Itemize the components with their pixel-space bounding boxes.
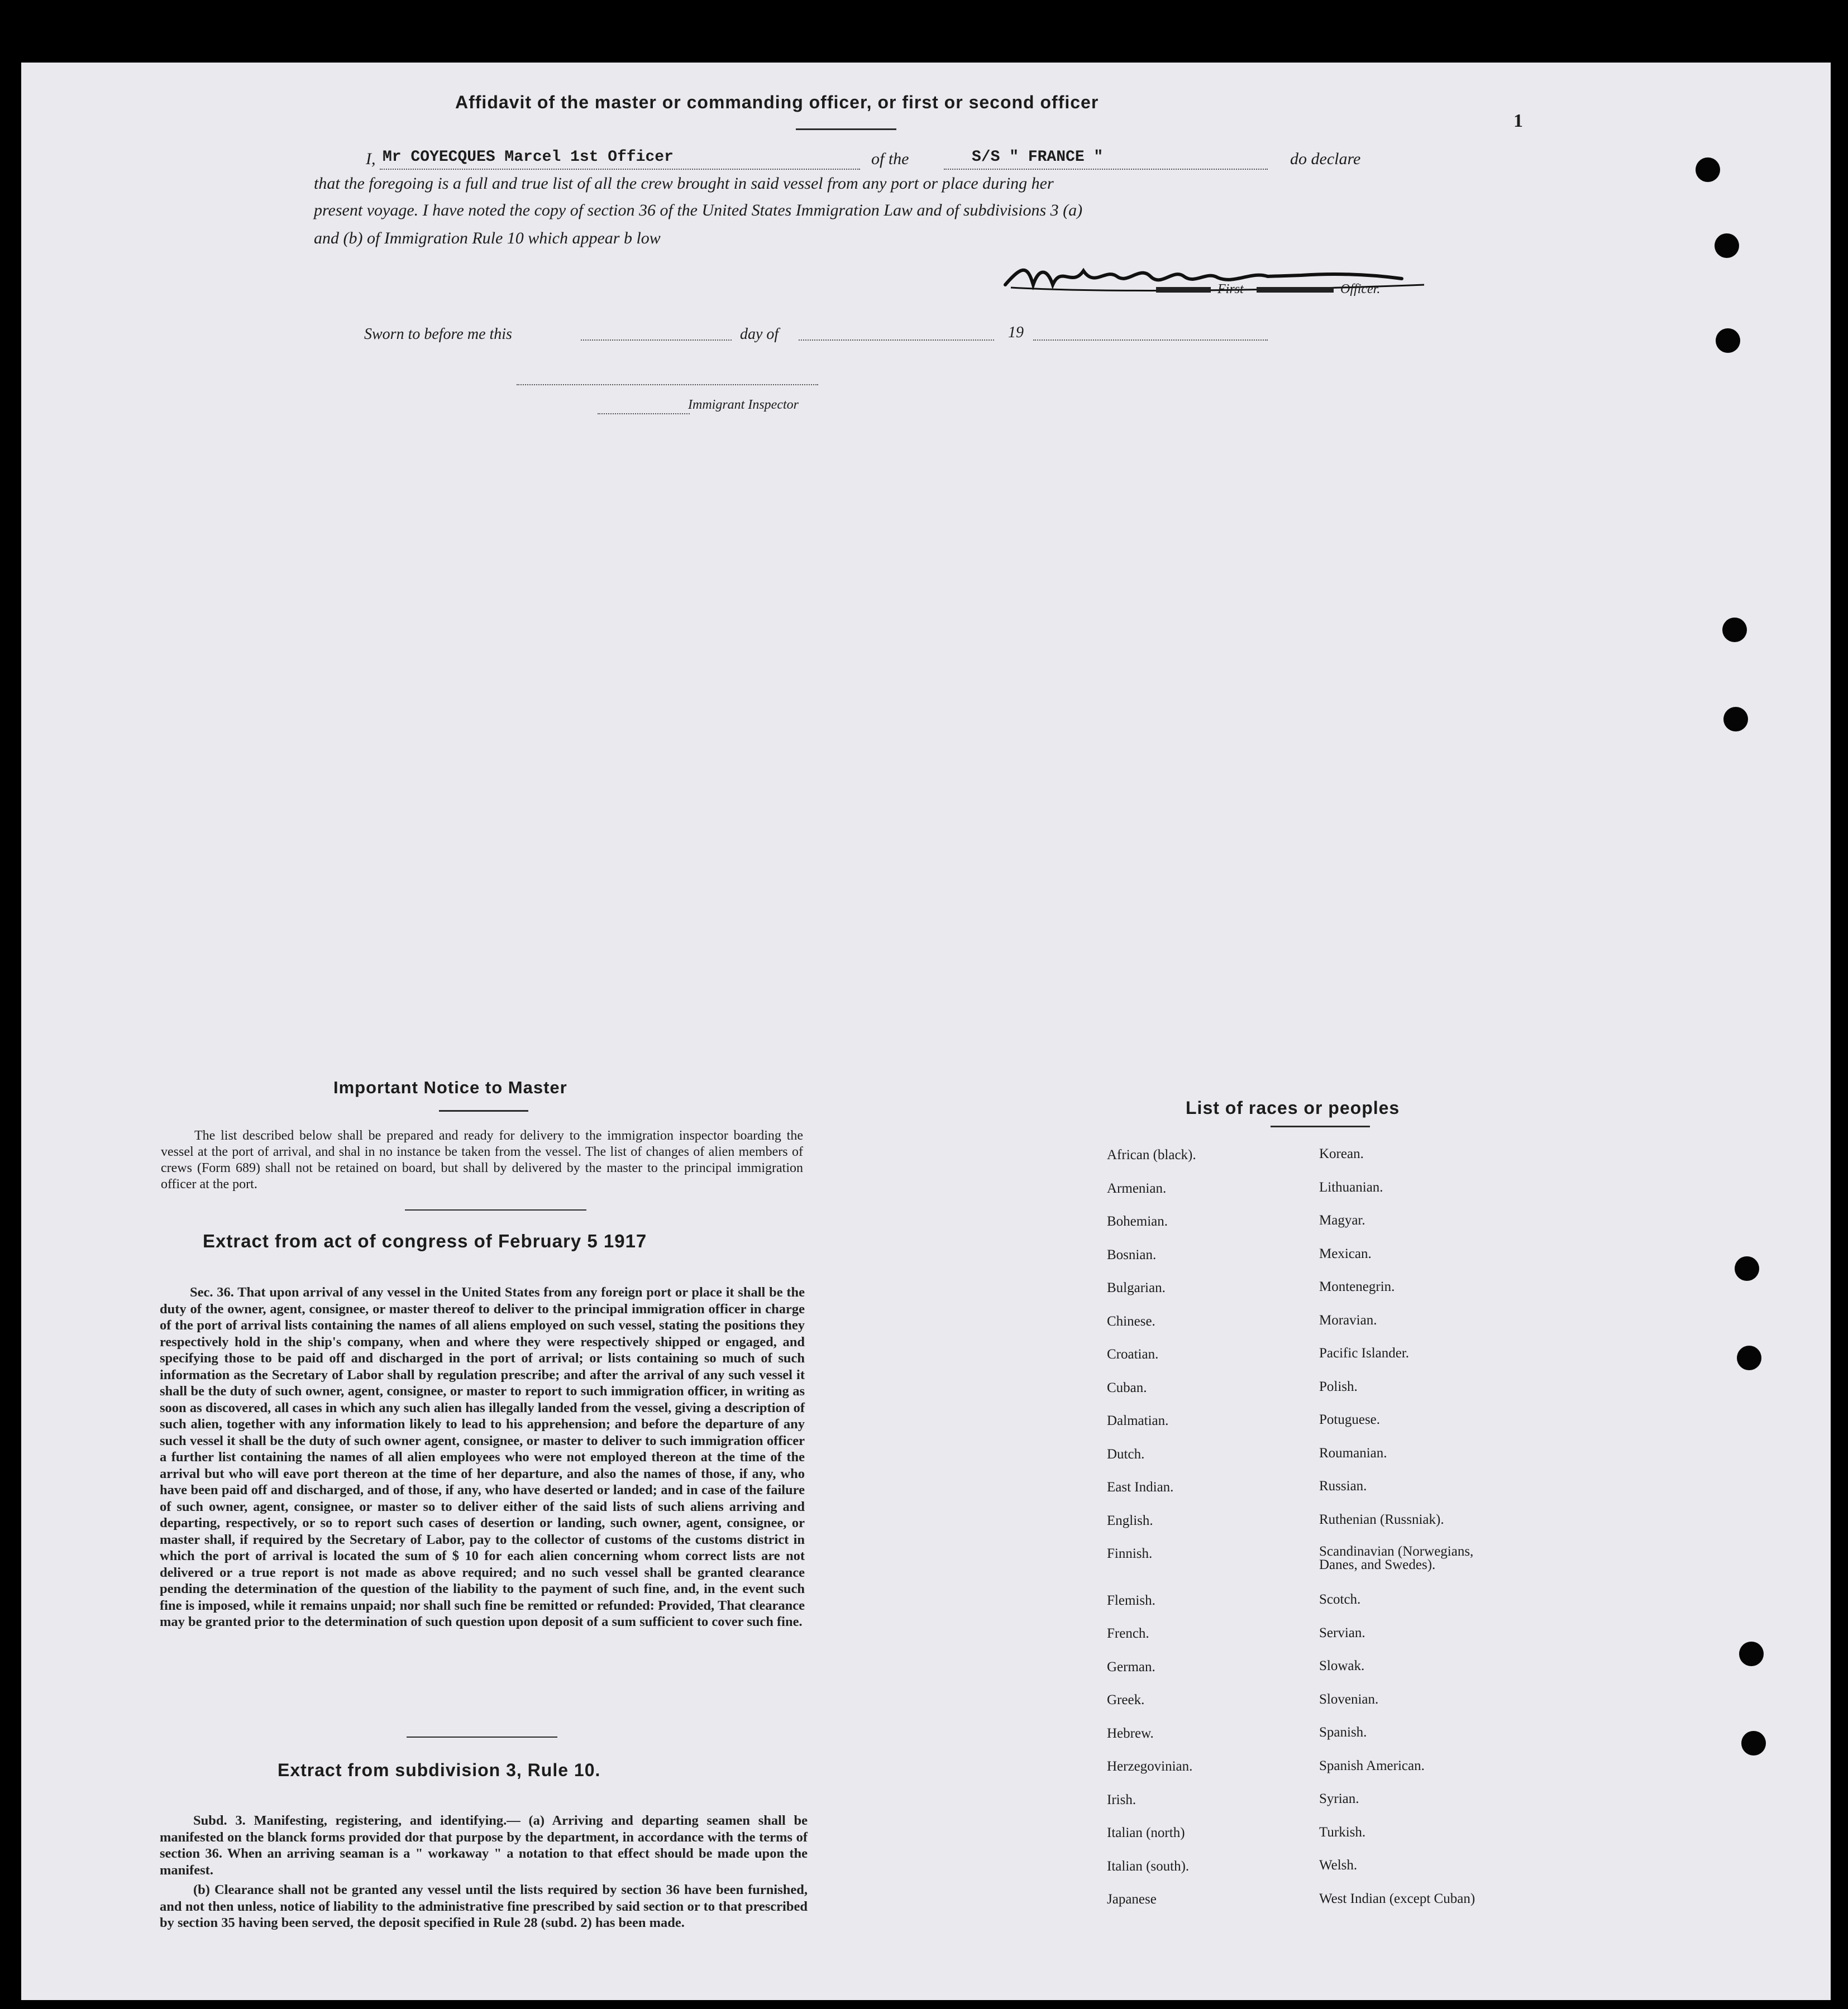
punch-hole bbox=[1723, 707, 1748, 731]
punch-hole bbox=[1696, 157, 1720, 182]
vessel-line bbox=[944, 169, 1268, 170]
race-item-left: Irish. bbox=[1107, 1792, 1137, 1807]
immigrant-inspector-label: Immigrant Inspector bbox=[688, 398, 799, 412]
race-item-left: African (black). bbox=[1107, 1147, 1196, 1163]
document-page bbox=[21, 63, 1831, 2000]
race-item-right: Spanish. bbox=[1319, 1725, 1367, 1740]
rule-paragraph-b: (b) Clearance shall not be granted any vessel until the lists required by section 36 have been furnished, and not then unless, notice of liability to the administrative fine prescribed by said section or to that prescribed by section 35 having been served, the deposit specified in Rule 28 (subd. 2) has been made. bbox=[160, 1882, 808, 1930]
race-item-left: Bosnian. bbox=[1107, 1247, 1157, 1262]
race-item-right: Servian. bbox=[1319, 1625, 1365, 1640]
race-item-right: Pacific Islander. bbox=[1319, 1346, 1410, 1361]
officer-first-label: First bbox=[1217, 282, 1244, 296]
race-item-right: Moravian. bbox=[1319, 1312, 1377, 1328]
race-item-right: Roumanian. bbox=[1319, 1445, 1387, 1461]
act-divider bbox=[407, 1737, 557, 1738]
punch-hole bbox=[1741, 1731, 1766, 1756]
year-line bbox=[1033, 339, 1268, 341]
race-item-left: Japanese bbox=[1107, 1892, 1157, 1907]
punch-hole bbox=[1722, 618, 1747, 642]
rule-extract-title: Extract from subdivision 3, Rule 10. bbox=[278, 1760, 601, 1780]
race-item-right: Turkish. bbox=[1319, 1824, 1366, 1840]
race-item-left: Dalmatian. bbox=[1107, 1413, 1169, 1428]
inspector-line bbox=[598, 413, 690, 414]
race-item-left: East Indian. bbox=[1107, 1480, 1174, 1495]
race-item-left: English. bbox=[1107, 1513, 1153, 1528]
race-item-left: Flemish. bbox=[1107, 1592, 1155, 1608]
race-item-left: German. bbox=[1107, 1659, 1155, 1675]
race-item-right: Slovenian. bbox=[1319, 1691, 1379, 1707]
race-item-right: Scotch. bbox=[1319, 1592, 1361, 1607]
name-line bbox=[380, 169, 860, 170]
race-item-right: West Indian (except Cuban) bbox=[1319, 1891, 1475, 1906]
title-underline bbox=[796, 128, 896, 130]
notice-divider bbox=[405, 1209, 586, 1211]
notice-title: Important Notice to Master bbox=[333, 1078, 567, 1097]
race-item-left: Italian (south). bbox=[1107, 1858, 1190, 1874]
race-item-right: Spanish American. bbox=[1319, 1758, 1425, 1773]
notice-title-underline bbox=[439, 1110, 528, 1112]
struck-word bbox=[1156, 287, 1211, 293]
sworn-month-line bbox=[799, 339, 994, 341]
punch-hole bbox=[1716, 328, 1740, 353]
affidavit-line-2: that the foregoing is a full and true list of all the crew brought in said vessel from any port or place during her bbox=[314, 174, 1054, 193]
race-item-left: Chinese. bbox=[1107, 1313, 1155, 1329]
page-number: 1 bbox=[1513, 111, 1523, 131]
vessel-name-typed: S/S " FRANCE " bbox=[972, 149, 1104, 166]
race-item-right: Scandinavian (Norwegians, Danes, and Swedes). bbox=[1319, 1544, 1474, 1572]
race-item-left: Hebrew. bbox=[1107, 1725, 1154, 1741]
sworn-text: Sworn to before me this bbox=[364, 326, 512, 343]
officer-name-typed: Mr COYECQUES Marcel 1st Officer bbox=[383, 149, 674, 166]
race-item-right: Polish. bbox=[1319, 1379, 1358, 1394]
race-item-right: Ruthenian (Russniak). bbox=[1319, 1511, 1444, 1527]
race-item-right: Montenegrin. bbox=[1319, 1279, 1395, 1294]
races-title: List of races or peoples bbox=[1186, 1098, 1400, 1118]
notice-body: The list described below shall be prepared and ready for delivery to the immigration inspector boarding the vessel at the port of arrival, and shal in no instance be taken from the vessel. The list of changes of alien members of crews (Form 689) shall not be retained on board, but shall by delivered by the master to the principal immigration officer at the port. bbox=[161, 1128, 803, 1192]
affidavit-title: Affidavit of the master or commanding officer, or first or second officer bbox=[455, 92, 1099, 112]
affidavit-line-4: and (b) of Immigration Rule 10 which appear b low bbox=[314, 229, 661, 247]
race-item-right: Korean. bbox=[1319, 1146, 1364, 1161]
race-item-left: Herzegovinian. bbox=[1107, 1759, 1193, 1774]
of-the-text: of the bbox=[871, 150, 909, 168]
race-item-right: Magyar. bbox=[1319, 1213, 1365, 1228]
punch-hole bbox=[1735, 1256, 1759, 1281]
sworn-day-line bbox=[581, 339, 732, 341]
do-declare-text: do declare bbox=[1290, 150, 1361, 168]
day-of-text: day of bbox=[740, 326, 779, 343]
race-item-right: Syrian. bbox=[1319, 1791, 1359, 1806]
race-item-left: Cuban. bbox=[1107, 1380, 1147, 1395]
race-item-left: Croatian. bbox=[1107, 1347, 1159, 1362]
race-item-right: Mexican. bbox=[1319, 1246, 1372, 1261]
act-extract-body: Sec. 36. That upon arrival of any vessel in the United States from any foreign port or place it shall be the duty of the owner, agent, consignee, or master thereof to deliver to the principal immigration officer in charge of the port of arrival lists containing the names of all aliens employed on such vessel, stating the positions they respectively hold in the ship's company, when and where they were respectively shipped or engaged, and specifying those to be paid off and discharged in the port of arrival; or lists containing so much of such information as the Secretary of Labor shall by regulation prescribe; and after the arrival of any such vessel it shall be the duty of such owner, agent, consignee, or master to report to such immigration officer, in writing as soon as discovered, all cases in which any such alien has illegally landed from the vessel, giving a description of such alien, together with any information likely to lead to his apprehension; and before the departure of any such vessel it shall be the duty of such owner agent, consignee, or master to deliver to such immigration officer a further list containing the names of all alien employees who were not employed thereon at the time of the arrival but who will eave port thereon at the time of her departure, and also the names of those, if any, who have been paid off and discharged, and of those, if any, who have deserted or landed; and in case of the failure of such owner, agent, consignee, or master so to deliver either of the said lists of such aliens arriving and departing, respectively, or so to report such cases of desertion or landing, such owner, agent, consignee, or master shall, if required by the Secretary of Labor, pay to the collector of customs of the customs district in which the port of arrival is located the sum of $ 10 for each alien concerning whom correct lists are not delivered or a true report is not made as above required; and no such vessel shall be granted clearance pending the determination of the question of the liability to the payment of such fine, and, in the event such fine is imposed, while it remains unpaid; nor shall such fine be remitted or refunded: Provided, That clearance may be granted prior to the determination of such question upon deposit of a sum sufficient to cover such fine. bbox=[160, 1285, 805, 1629]
race-item-left: French. bbox=[1107, 1626, 1149, 1641]
race-item-right: Welsh. bbox=[1319, 1858, 1358, 1873]
struck-word bbox=[1257, 287, 1334, 293]
affidavit-line-3: present voyage. I have noted the copy of section 36 of the United States Immigration Law and of subdivisions 3 (a) bbox=[314, 201, 1083, 219]
race-item-right: Lithuanian. bbox=[1319, 1179, 1383, 1195]
inspector-signature-line bbox=[517, 384, 818, 385]
race-item-left: Dutch. bbox=[1107, 1446, 1145, 1462]
year-prefix: 19 bbox=[1008, 324, 1024, 341]
punch-hole bbox=[1739, 1642, 1764, 1666]
race-item-left: Bohemian. bbox=[1107, 1214, 1168, 1229]
punch-hole bbox=[1715, 233, 1739, 258]
act-extract-title: Extract from act of congress of February 5 1917 bbox=[203, 1231, 647, 1251]
rule-paragraph-a: Subd. 3. Manifesting, registering, and identifying.— (a) Arriving and departing seamen shall be manifested on the blanck forms provided dor that purpose by the department, in accordance with the terms of section 36. When an arriving seaman is a " workaway " a notation to that effect should be made upon the manifest. bbox=[160, 1813, 808, 1878]
affidavit-pre-name: I, bbox=[366, 150, 376, 168]
race-item-left: Greek. bbox=[1107, 1692, 1145, 1707]
race-item-left: Finnish. bbox=[1107, 1546, 1153, 1561]
race-item-right: Russian. bbox=[1319, 1479, 1367, 1494]
race-item-left: Armenian. bbox=[1107, 1180, 1167, 1196]
race-item-left: Bulgarian. bbox=[1107, 1280, 1166, 1295]
officer-suffix-label: Officer. bbox=[1340, 282, 1381, 296]
race-item-right: Potuguese. bbox=[1319, 1412, 1381, 1427]
race-item-right: Slowak. bbox=[1319, 1658, 1365, 1673]
race-item-left: Italian (north) bbox=[1107, 1825, 1185, 1840]
punch-hole bbox=[1737, 1346, 1761, 1370]
races-title-underline bbox=[1271, 1126, 1370, 1127]
